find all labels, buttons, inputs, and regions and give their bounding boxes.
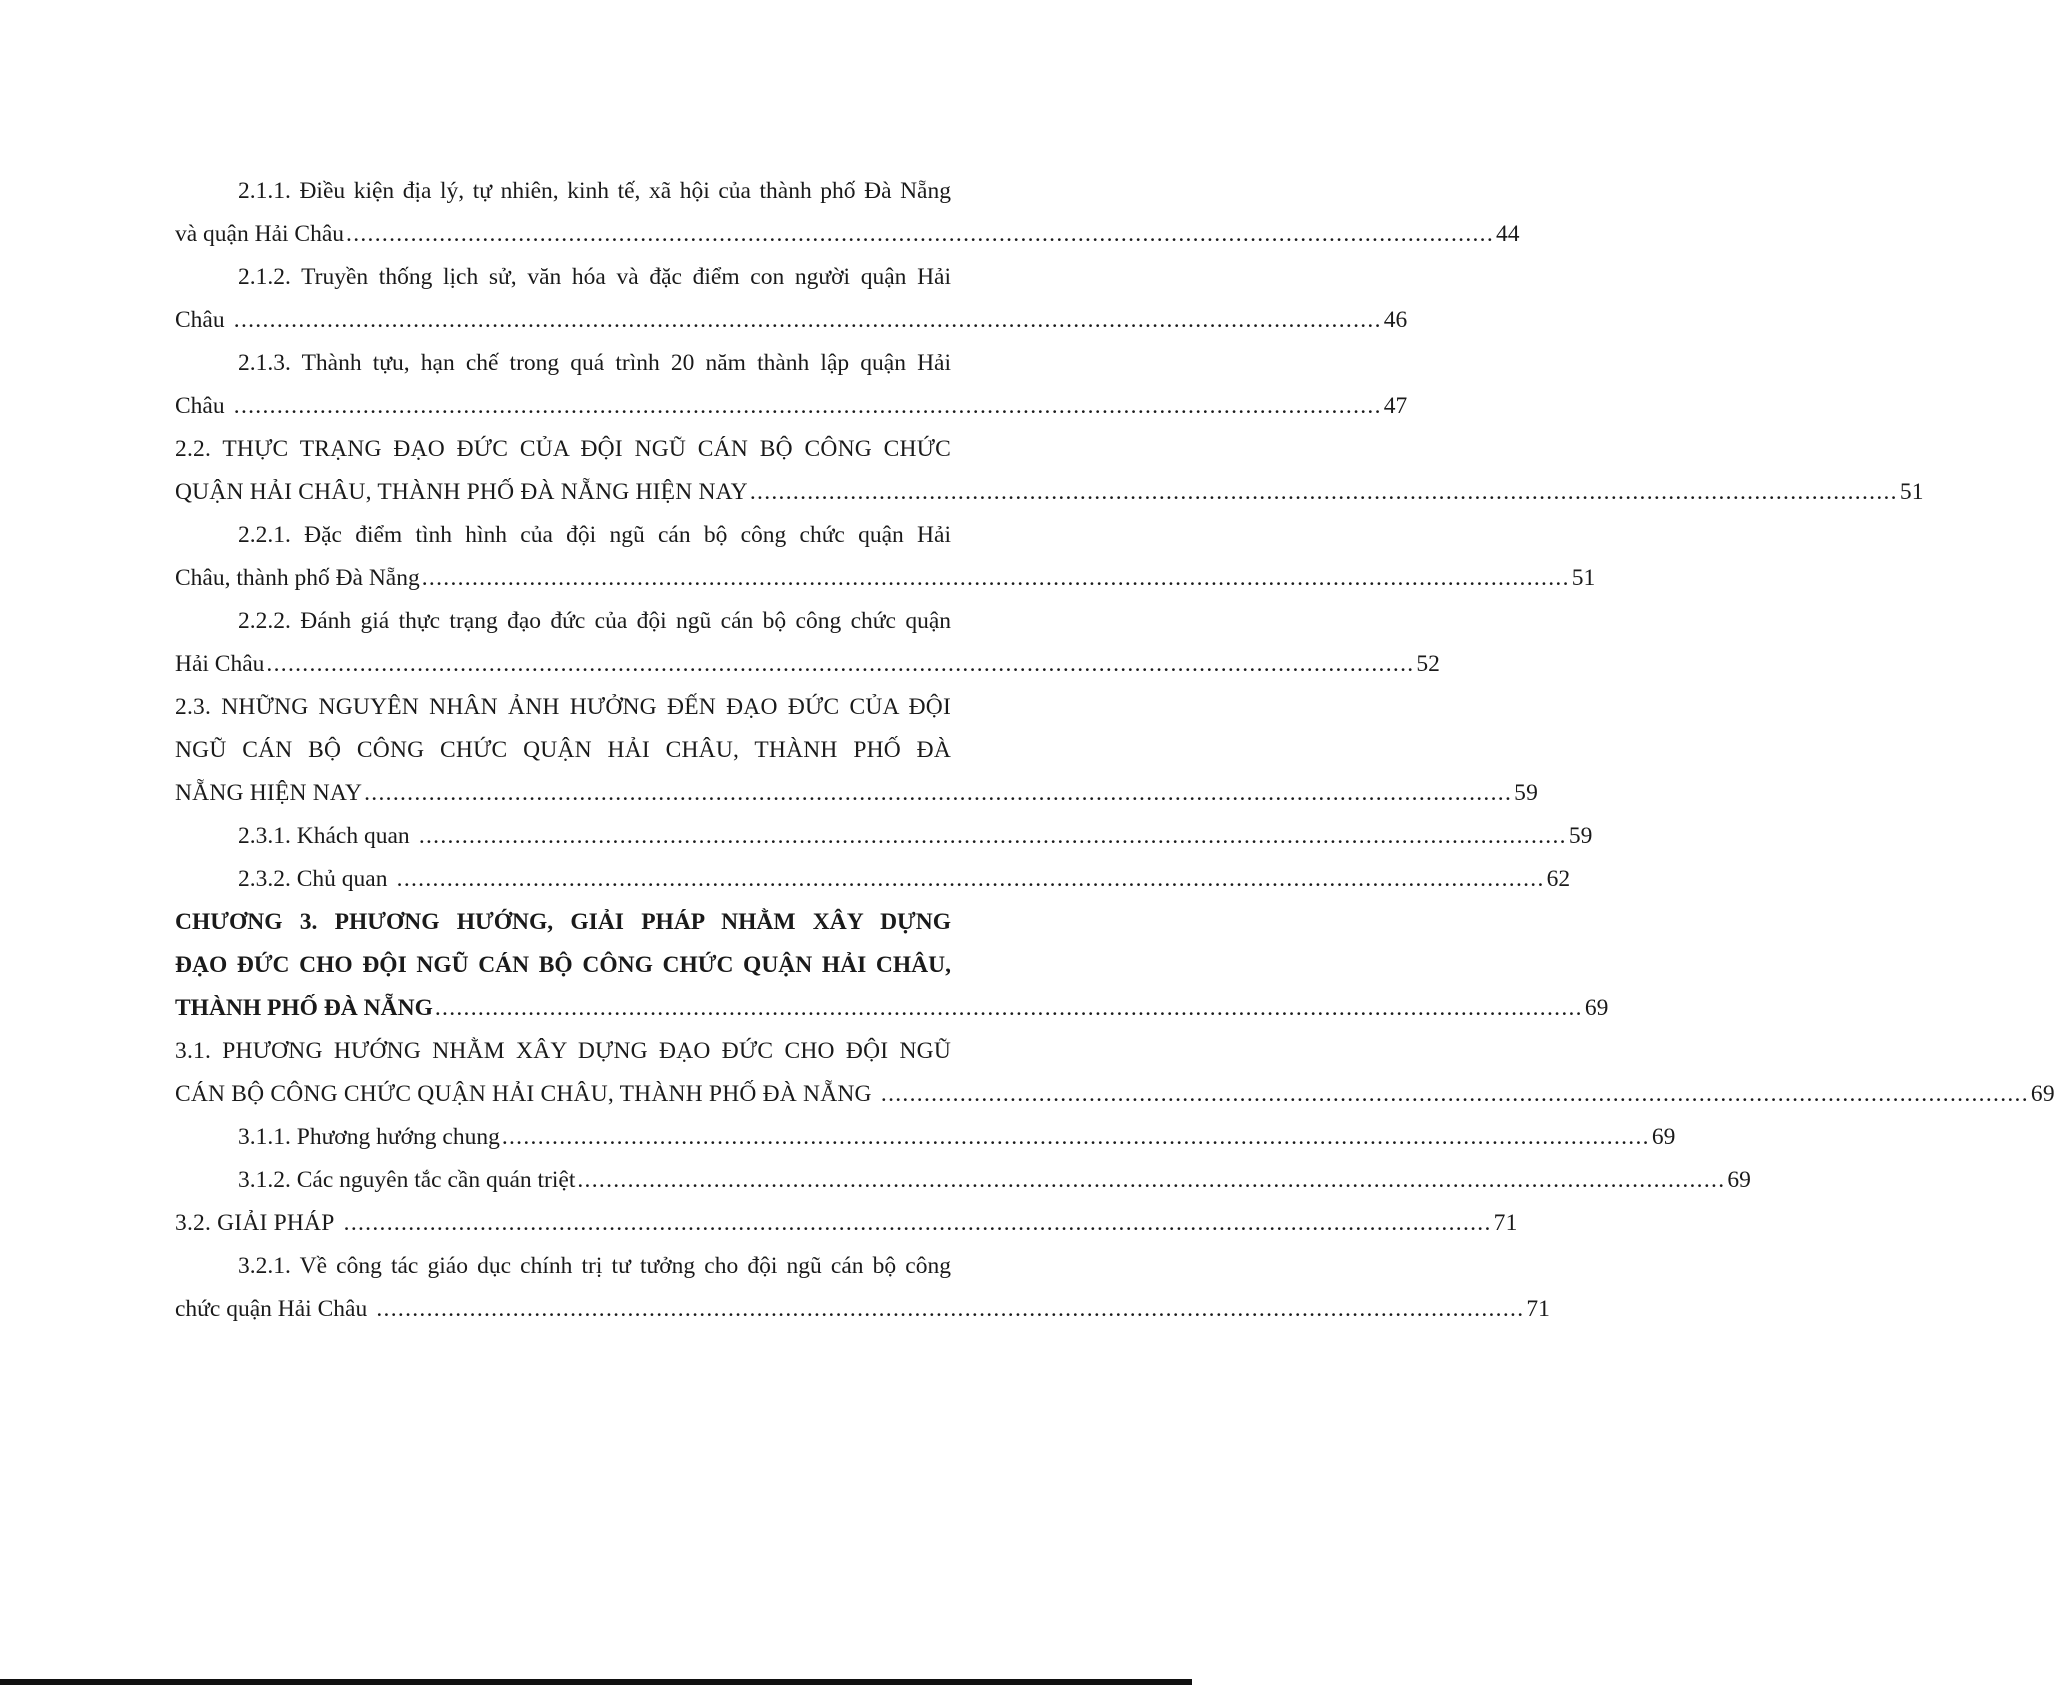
toc-entry-leader-line bbox=[175, 471, 1924, 514]
toc-entry-text: 2.2. THỰC TRẠNG ĐẠO ĐỨC CỦA ĐỘI NGŨ CÁN BỘ CÔNG CHỨC bbox=[175, 436, 951, 462]
toc-entry-2-3-2[interactable] bbox=[175, 858, 1571, 901]
toc-entry-leader-line bbox=[175, 772, 1539, 815]
toc-chapter-text: CHƯƠNG 3. PHƯƠNG HƯỚNG, GIẢI PHÁP NHẰM XÂY DỰNG bbox=[175, 909, 951, 935]
toc-entry-2-2-2[interactable] bbox=[175, 600, 1440, 686]
dot-leader: ................................................................................................................................................................ bbox=[346, 221, 1495, 247]
toc-entry-text: QUẬN HẢI CHÂU, THÀNH PHỐ ĐÀ NẴNG HIỆN NAY bbox=[175, 479, 748, 505]
toc-entry-text: Châu, thành phố Đà Nẵng bbox=[175, 565, 420, 591]
dot-leader: ................................................................................................................................................................ bbox=[336, 1210, 1492, 1236]
toc-entry-text: 3.1.1. Phương hướng chung bbox=[238, 1124, 500, 1150]
toc-entry-text: CÁN BỘ CÔNG CHỨC QUẬN HẢI CHÂU, THÀNH PHỐ ĐÀ NẴNG bbox=[175, 1081, 872, 1107]
toc-entry-3-1-2[interactable] bbox=[175, 1159, 1751, 1202]
toc-entry-2-2[interactable] bbox=[175, 428, 1924, 514]
toc-entry-leader-line bbox=[175, 385, 1408, 428]
toc-page-number: 51 bbox=[1571, 565, 1596, 591]
toc-entry-2-1-1[interactable] bbox=[175, 170, 1520, 256]
dot-leader: ................................................................................................................................................................ bbox=[434, 995, 1583, 1021]
toc-entry-text: 2.2.2. Đánh giá thực trạng đạo đức của đội ngũ cán bộ công chức quận bbox=[238, 608, 951, 634]
dot-leader: ................................................................................................................................................................ bbox=[226, 393, 1382, 419]
toc-entry-text: Châu bbox=[175, 393, 225, 419]
toc-entry-text: 3.2. GIẢI PHÁP bbox=[175, 1210, 335, 1236]
toc-entry-leader-line bbox=[175, 557, 1596, 600]
toc-entry-text: 2.1.1. Điều kiện địa lý, tự nhiên, kinh tế, xã hội của thành phố Đà Nẵng bbox=[238, 178, 951, 204]
toc-entry-text: 2.2.1. Đặc điểm tình hình của đội ngũ cán bộ công chức quận Hải bbox=[238, 522, 951, 548]
dot-leader: ................................................................................................................................................................ bbox=[873, 1081, 2029, 1107]
toc-entry-3-2-1[interactable] bbox=[175, 1245, 1550, 1331]
toc-entry-2-3[interactable] bbox=[175, 686, 1539, 815]
dot-leader: ................................................................................................................................................................ bbox=[749, 479, 1898, 505]
toc-page-number: 69 bbox=[1651, 1124, 1676, 1150]
toc-page-number: 71 bbox=[1493, 1210, 1518, 1236]
toc-entry-text: 3.1.2. Các nguyên tắc cần quán triệt bbox=[238, 1167, 576, 1193]
toc-entry-text: NGŨ CÁN BỘ CÔNG CHỨC QUẬN HẢI CHÂU, THÀNH PHỐ ĐÀ bbox=[175, 737, 951, 763]
toc-entry-text: và quận Hải Châu bbox=[175, 221, 345, 247]
dot-leader: ................................................................................................................................................................ bbox=[421, 565, 1570, 591]
toc-entry-text: 2.1.2. Truyền thống lịch sử, văn hóa và đặc điểm con người quận Hải bbox=[238, 264, 951, 290]
toc-entry-leader-line bbox=[175, 1073, 2055, 1116]
dot-leader: ................................................................................................................................................................ bbox=[369, 1296, 1525, 1322]
toc-entry-leader-line bbox=[175, 643, 1440, 686]
toc-entry-text: 3.1. PHƯƠNG HƯỚNG NHẰM XÂY DỰNG ĐẠO ĐỨC CHO ĐỘI NGŨ bbox=[175, 1038, 951, 1064]
toc-entry-leader-line bbox=[175, 213, 1520, 256]
toc-page-number: 59 bbox=[1568, 823, 1593, 849]
dot-leader: ................................................................................................................................................................ bbox=[266, 651, 1415, 677]
bottom-edge-bar bbox=[0, 1679, 1192, 1685]
toc-page-number: 46 bbox=[1383, 307, 1408, 333]
toc-entry-2-3-1[interactable] bbox=[175, 815, 1593, 858]
toc-entry-text: 2.3.1. Khách quan bbox=[238, 823, 410, 849]
toc-page-number: 71 bbox=[1526, 1296, 1550, 1322]
toc-page-number: 62 bbox=[1546, 866, 1571, 892]
toc-page-number: 59 bbox=[1514, 780, 1539, 806]
toc-entry-text: 2.3. NHỮNG NGUYÊN NHÂN ẢNH HƯỞNG ĐẾN ĐẠO ĐỨC CỦA ĐỘI bbox=[175, 694, 951, 720]
toc-page-number: 69 bbox=[2030, 1081, 2055, 1107]
toc-entry-text: 2.3.2. Chủ quan bbox=[238, 866, 388, 892]
toc-page-number: 51 bbox=[1899, 479, 1924, 505]
toc-entry-2-2-1[interactable] bbox=[175, 514, 1596, 600]
toc-page-number: 52 bbox=[1416, 651, 1440, 677]
toc-entry-text: 2.1.3. Thành tựu, hạn chế trong quá trình 20 năm thành lập quận Hải bbox=[238, 350, 951, 376]
toc-page-number: 47 bbox=[1383, 393, 1408, 419]
table-of-contents bbox=[175, 170, 2055, 1331]
toc-entry-2-1-2[interactable] bbox=[175, 256, 1408, 342]
toc-entry-text: Châu bbox=[175, 307, 225, 333]
toc-page-number: 44 bbox=[1496, 221, 1520, 247]
toc-page-number: 69 bbox=[1727, 1167, 1751, 1193]
toc-entry-3-1[interactable] bbox=[175, 1030, 2055, 1116]
toc-entry-chapter-3[interactable] bbox=[175, 901, 1609, 1030]
toc-entry-leader-line bbox=[175, 987, 1609, 1030]
toc-chapter-text: ĐẠO ĐỨC CHO ĐỘI NGŨ CÁN BỘ CÔNG CHỨC QUẬN HẢI CHÂU, bbox=[175, 952, 951, 978]
toc-entry-3-2[interactable] bbox=[175, 1202, 1518, 1245]
toc-entry-leader-line bbox=[175, 299, 1408, 342]
toc-page-number: 69 bbox=[1584, 995, 1609, 1021]
toc-entry-leader-line bbox=[175, 1288, 1550, 1331]
dot-leader: ................................................................................................................................................................ bbox=[411, 823, 1567, 849]
dot-leader: ................................................................................................................................................................ bbox=[577, 1167, 1726, 1193]
dot-leader: ................................................................................................................................................................ bbox=[389, 866, 1545, 892]
dot-leader: ................................................................................................................................................................ bbox=[226, 307, 1382, 333]
toc-entry-text: Hải Châu bbox=[175, 651, 265, 677]
toc-entry-text: NẴNG HIỆN NAY bbox=[175, 780, 363, 806]
dot-leader: ................................................................................................................................................................ bbox=[501, 1124, 1650, 1150]
toc-entry-2-1-3[interactable] bbox=[175, 342, 1408, 428]
toc-entry-text: 3.2.1. Về công tác giáo dục chính trị tư tưởng cho đội ngũ cán bộ công bbox=[238, 1253, 951, 1279]
toc-entry-3-1-1[interactable] bbox=[175, 1116, 1676, 1159]
toc-chapter-text: THÀNH PHỐ ĐÀ NẴNG bbox=[175, 995, 433, 1021]
toc-entry-text: chức quận Hải Châu bbox=[175, 1296, 368, 1322]
dot-leader: ................................................................................................................................................................ bbox=[364, 780, 1513, 806]
